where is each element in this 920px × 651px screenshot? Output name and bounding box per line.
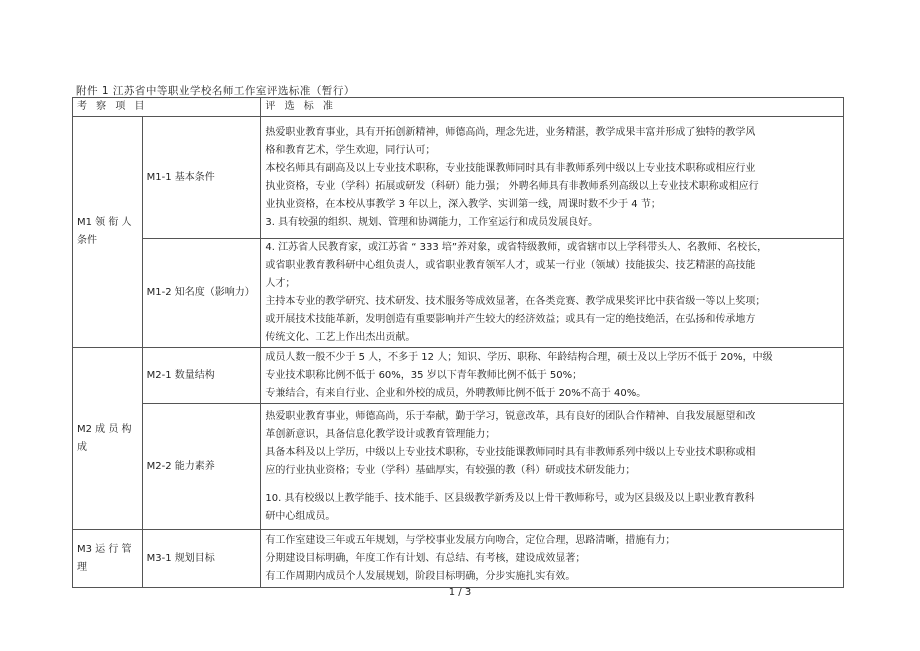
- sub-label-m2-1: M2-1 数量结构: [142, 348, 261, 404]
- criteria-line: 成员人数一般不少于 5 人，不多于 12 人；知识、学历、职称、年龄结构合理，硕士及以上学历不低于 20%，中级: [265, 351, 773, 363]
- criteria-line: 专兼结合，有来自行业、企业和外校的成员，外聘教师比例不低于 20%不高于 40%。: [265, 387, 647, 399]
- criteria-line: 热爱职业教育事业，师德高尚，乐于奉献，勤于学习，锐意改革，具有良好的团队合作精神、自我发展愿望和改: [265, 410, 756, 422]
- criteria-line: 主持本专业的教学研究、技术研发、技术服务等成效显著，在各类竞赛、教学成果奖评比中获省级一等以上奖项；: [265, 296, 766, 307]
- criteria-m2-2: [261, 404, 844, 530]
- criteria-line: 3. 具有较强的组织、规划、管理和协调能力，工作室运行和成员发展良好。: [265, 216, 599, 228]
- header-row: [73, 98, 844, 117]
- table-row: [73, 117, 844, 239]
- table-row: [73, 239, 844, 348]
- header-item: 考 察 项 目: [73, 98, 261, 117]
- criteria-m1-1: [261, 117, 844, 239]
- criteria-line: 10. 具有校级以上教学能手、技术能手、区县级教学新秀及以上骨干教师称号，或为区县级及以上职业教育教科: [265, 492, 755, 504]
- criteria-m2-1: [261, 348, 844, 404]
- criteria-line: 研中心组成员。: [265, 510, 336, 522]
- criteria-m3-1: [261, 530, 844, 588]
- sub-label-m3-1: M3-1 规划目标: [142, 530, 261, 588]
- criteria-line: 或省职业教育教科研中心组负责人，或省职业教育领军人才，或某一行业（领域）技能拔尖、技艺精湛的高技能: [265, 260, 756, 271]
- criteria-gap: [265, 480, 839, 490]
- sub-label-m2-2: M2-2 能力素养: [142, 404, 261, 530]
- document-title: 附件 1 江苏省中等职业学校名师工作室评选标准（暂行）: [76, 85, 355, 97]
- page-number: 1 / 3: [448, 587, 472, 598]
- criteria-line: 专业技术职称比例不低于 60%，35 岁以下青年教师比例不低于 50%；: [265, 369, 583, 381]
- criteria-line: 4. 江苏省人民教育家，或江苏省 “ 333 培”养对象，或省特级教师，或省辖市以上学科带头人、名教师、名校长，: [265, 242, 768, 253]
- criteria-line: 传统文化、工艺上作出杰出贡献。: [265, 332, 416, 343]
- section-main-m2: M2 成 员 构 成: [73, 348, 143, 530]
- criteria-line: 分期建设目标明确，年度工作有计划、有总结、有考核，建设成效显著；: [265, 552, 586, 564]
- criteria-line: 有工作周期内成员个人发展规划，阶段目标明确，分步实施扎实有效。: [265, 570, 576, 582]
- sub-label-m1-1: M1-1 基本条件: [142, 117, 261, 239]
- table-row: [73, 348, 844, 404]
- criteria-line: 人才；: [265, 278, 296, 289]
- criteria-line: 执业资格，专业（学科）拓展或研发（科研）能力强； 外聘名师具有非教师系列高级以上专业技术职称或相应行: [265, 180, 759, 192]
- criteria-m1-2: [261, 239, 844, 348]
- criteria-line: 格和教育艺术，学生欢迎，同行认可；: [265, 144, 436, 156]
- section-main-m1: M1 领 衔 人 条件: [73, 117, 143, 348]
- criteria-line: 热爱职业教育事业，具有开拓创新精神，师德高尚，理念先进，业务精湛，教学成果丰富并形成了独特的教学风: [265, 126, 756, 138]
- table-row: [73, 530, 844, 588]
- criteria-line: 有工作室建设三年或五年规划，与学校事业发展方向吻合，定位合理，思路清晰，措施有力；: [265, 534, 676, 546]
- table-row: [73, 404, 844, 530]
- criteria-line: 具备本科及以上学历，中级以上专业技术职称，专业技能课教师同时具有非教师系列中级以上专业技术职称或相: [265, 446, 756, 458]
- criteria-line: 业执业资格，在本校从事教学 3 年以上，深入教学、实训第一线，周课时数不少于 4 节；: [265, 198, 661, 210]
- criteria-table: [72, 97, 844, 588]
- criteria-line: 革创新意识，具备信息化教学设计或教育管理能力；: [265, 428, 496, 440]
- criteria-line: 或开展技术技能革新，发明创造有重要影响并产生较大的经济效益；或具有一定的绝技绝活，在弘扬和传承地方: [265, 314, 756, 325]
- sub-label-m1-2: M1-2 知名度（影响力）: [142, 239, 261, 348]
- criteria-line: 应的行业执业资格；专业（学科）基础厚实，有较强的教（科）研或技术研发能力；: [265, 464, 636, 476]
- header-criteria: 评 选 标 准: [261, 98, 844, 117]
- criteria-line: 本校名师具有副高及以上专业技术职称，专业技能课教师同时具有非教师系列中级以上专业技术职称或相应行业: [265, 162, 756, 174]
- section-main-m3: M3 运 行 管 理: [73, 530, 143, 588]
